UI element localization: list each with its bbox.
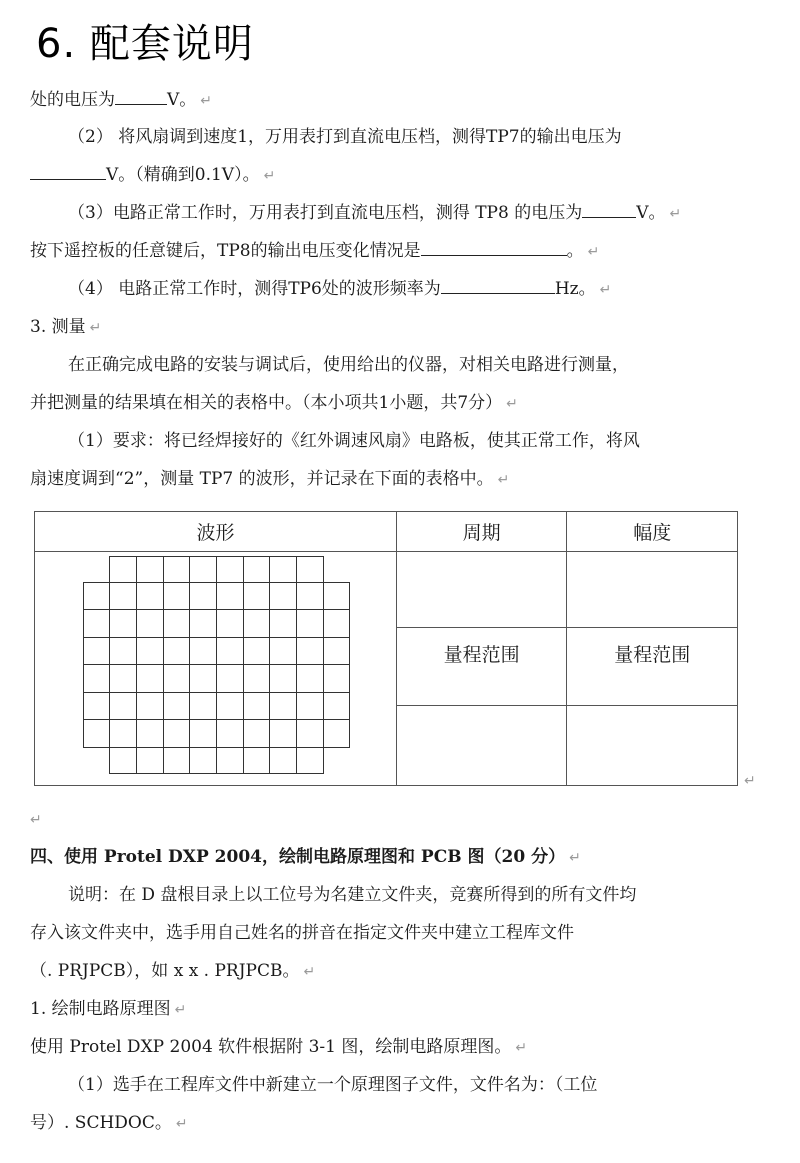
- return-mark-icon: ↵: [569, 850, 581, 866]
- paragraph-measure-intro: [68, 352, 629, 378]
- return-mark-icon: ↵: [175, 1116, 188, 1132]
- paragraph-schematic-step1: [68, 1072, 597, 1098]
- return-mark-icon: ↵: [744, 773, 756, 789]
- text: V。: [636, 203, 666, 223]
- text: 3. 测量: [30, 317, 86, 337]
- paragraph-item-2: [68, 124, 622, 150]
- paragraph-note-cont2: [30, 958, 315, 984]
- period-value-cell: [396, 552, 567, 628]
- text: （1）要求：将已经焊接好的《红外调速风扇》电路板，使其正常工作，将风: [68, 431, 640, 451]
- paragraph-requirement-cont: [30, 466, 509, 492]
- return-mark-icon: ↵: [587, 244, 600, 260]
- paragraph-item-3: [68, 200, 681, 226]
- return-mark-icon: ↵: [515, 1040, 528, 1056]
- return-mark-icon: ↵: [497, 472, 510, 488]
- text: 号）. SCHDOC。: [30, 1113, 172, 1133]
- text: 在正确完成电路的安装与调试后，使用给出的仪器，对相关电路进行测量，: [68, 355, 629, 375]
- answer-blank: [421, 238, 567, 256]
- section-heading-schematic: [30, 996, 186, 1022]
- paragraph-item-2-cont: [30, 162, 275, 188]
- return-mark-icon: ↵: [599, 282, 612, 298]
- amplitude-value-cell: [567, 552, 738, 628]
- answer-blank: [115, 87, 167, 105]
- text: 四、使用 Protel DXP 2004，绘制电路原理图和 PCB 图（20 分）: [30, 847, 566, 867]
- return-mark-icon: ↵: [263, 168, 276, 184]
- answer-blank: [582, 200, 636, 218]
- period-range-cell: [396, 706, 567, 786]
- text: 处的电压为: [30, 90, 115, 110]
- paragraph-note-cont: [30, 920, 574, 946]
- waveform-table: [34, 511, 738, 786]
- text: V。（精确到0.1V）。: [106, 165, 260, 185]
- waveform-grid-cell: [35, 552, 397, 786]
- return-mark-icon: ↵: [506, 396, 518, 412]
- return-mark-icon: ↵: [669, 206, 682, 222]
- paragraph-measure-intro-cont: [30, 390, 518, 416]
- text: 使用 Protel DXP 2004 软件根据附 3-1 图，绘制电路原理图。: [30, 1037, 512, 1057]
- text: （4） 电路正常工作时，测得TP6处的波形频率为: [68, 279, 441, 299]
- text: （3）电路正常工作时，万用表打到直流电压档，测得 TP8 的电压为: [68, 203, 583, 223]
- text: （1）选手在工程库文件中新建立一个原理图子文件，文件名为：（工位: [68, 1075, 598, 1095]
- paragraph-schematic: [30, 1034, 527, 1060]
- return-mark-icon: ↵: [303, 964, 316, 980]
- return-mark-icon: ↵: [89, 320, 102, 336]
- text: （2） 将风扇调到速度1，万用表打到直流电压档，测得TP7的输出电压为: [68, 127, 622, 147]
- text: V。: [167, 90, 197, 110]
- answer-blank: [441, 276, 555, 294]
- paragraph-requirement: [68, 428, 640, 454]
- return-mark-icon: ↵: [174, 1002, 187, 1018]
- text: 扇速度调到“2”，测量 TP7 的波形，并记录在下面的表格中。: [30, 469, 494, 489]
- text: （. PRJPCB），如 x x . PRJPCB。: [30, 961, 300, 981]
- header-waveform: 波形: [35, 512, 397, 552]
- amplitude-range-label: 量程范围: [567, 628, 738, 706]
- text: 按下遥控板的任意键后，TP8的输出电压变化情况是: [30, 241, 421, 261]
- header-amplitude: 幅度: [567, 512, 738, 552]
- text: 说明：在 D 盘根目录上以工位号为名建立文件夹，竞赛所得到的所有文件均: [68, 885, 637, 905]
- text: Hz。: [554, 279, 596, 299]
- paragraph-item-3-cont: [30, 238, 599, 264]
- amplitude-range-cell: [567, 706, 738, 786]
- empty-paragraph: [30, 806, 42, 832]
- answer-blank: [30, 162, 106, 180]
- paragraph-note: [68, 882, 636, 908]
- paragraph-voltage-at: [30, 87, 212, 113]
- page-title: 6. 配套说明: [36, 21, 254, 67]
- return-mark-icon: ↵: [30, 812, 42, 828]
- paragraph-schematic-step1-cont: [30, 1110, 188, 1136]
- section-heading-measure: [30, 314, 101, 340]
- period-range-label: 量程范围: [396, 628, 567, 706]
- section-heading-protel: [30, 844, 581, 870]
- text: 存入该文件夹中，选手用自己姓名的拼音在指定文件夹中建立工程库文件: [30, 923, 574, 943]
- text: 1. 绘制电路原理图: [30, 999, 171, 1019]
- text: 。: [566, 241, 584, 261]
- text: 并把测量的结果填在相关的表格中。（本小项共1小题，共7分）: [30, 393, 503, 413]
- oscilloscope-grid: [83, 556, 351, 774]
- header-period: 周期: [396, 512, 567, 552]
- paragraph-item-4: [68, 276, 611, 302]
- return-mark-icon: ↵: [200, 93, 213, 109]
